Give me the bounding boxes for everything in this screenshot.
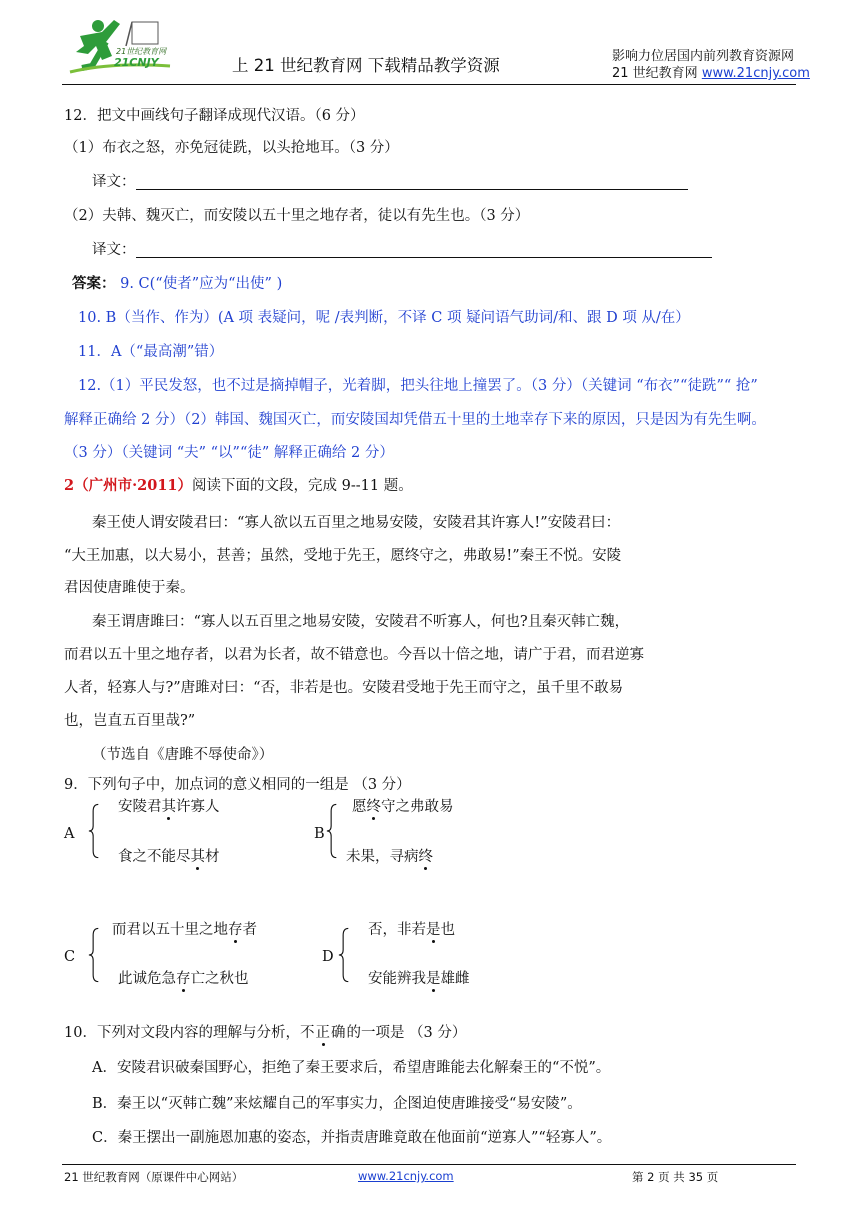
passage-source: （节选自《唐雎不辱使命》）	[92, 747, 274, 763]
q12-sentence-1: （1）布衣之怒，亦免冠徒跣，以头抢地耳。（3 分）	[64, 140, 399, 156]
answer-line	[136, 257, 712, 258]
header-title: 上 21 世纪教育网 下载精品教学资源	[232, 56, 500, 75]
answer-line-9	[72, 274, 282, 294]
passage-p1-line1: 秦王使人谓安陵君曰：“寡人欲以五百里之地易安陵，安陵君其许寡人!”安陵君曰：	[92, 515, 621, 531]
dotted-word: 是	[426, 971, 441, 987]
header-right-line1: 影响力位居国内前列教育资源网	[612, 49, 795, 64]
option-label: B	[314, 826, 325, 842]
site-logo	[62, 16, 174, 80]
q12-translation-2	[92, 240, 712, 260]
answer-12-line1: 12.（1）平民发怒，也不过是摘掉帽子，光着脚，把头往地上撞罢了。（3 分）（关键词 “布衣”“徒跣”“ 抢”	[78, 378, 758, 394]
section-2-heading	[64, 476, 413, 496]
q9-a-sentence-2: 食之不能尽其材	[118, 849, 220, 865]
header-site-name: 21 世纪教育网	[612, 66, 702, 81]
q10-stem: 10．下列对文段内容的理解与分析，不正确的一项是 （3 分）	[64, 1025, 467, 1041]
translation-label: 译文：	[92, 242, 136, 258]
dotted-word: 存	[228, 922, 243, 938]
passage-p1-line2: “大王加惠，以大易小，甚善；虽然，受地于先王，愿终守之，弗敢易!”秦王不悦。安陵	[64, 548, 622, 564]
logo-text-bottom: 21CNJY	[114, 56, 159, 69]
footer-link[interactable]: www.21cnjy.com	[358, 1169, 454, 1183]
section-2-label: 2（广州市·2011）	[64, 477, 192, 494]
header-site-link[interactable]: www.21cnjy.com	[701, 66, 810, 81]
answer-line	[136, 189, 688, 190]
passage-p2-line3: 人者，轻寡人与?”唐雎对曰：“否，非若是也。安陵君受地于先王而守之，虽千里不敢易	[64, 680, 624, 696]
answer-9: 9. C(“使者”应为“出使” )	[120, 276, 283, 292]
dotted-word: 存	[176, 971, 191, 987]
dotted-word: 终	[366, 799, 381, 815]
header-rule	[62, 84, 796, 85]
dotted-word: 其	[190, 849, 205, 865]
answer-11: 11．A（“最高潮”错）	[78, 344, 224, 360]
passage-p2-line1: 秦王谓唐雎曰：“寡人以五百里之地易安陵，安陵君不听寡人，何也?且秦灭韩亡魏，	[92, 614, 630, 630]
answer-10: 10. B（当作、作为）(A 项 表疑问，呢 /表判断，不译 C 项 疑问语气助词/和、跟 D 项 从/在）	[78, 310, 690, 326]
section-2-intro: 阅读下面的文段，完成 9--11 题。	[192, 478, 413, 494]
left-brace-icon	[338, 922, 350, 988]
header-right-line2	[612, 65, 810, 82]
passage-p1-line3: 君因使唐雎使于秦。	[64, 580, 195, 596]
q9-c-sentence-1: 而君以五十里之地存者	[112, 922, 257, 938]
q9-b-sentence-1: 愿终守之弗敢易	[352, 799, 454, 815]
q10-option-b: B．秦王以“灭韩亡魏”来炫耀自己的军事实力，企图迫使唐雎接受“易安陵”。	[92, 1096, 582, 1112]
q10-option-a: A．安陵君识破秦国野心，拒绝了秦王要求后，希望唐雎能去化解秦王的“不悦”。	[92, 1060, 611, 1076]
left-brace-icon	[326, 798, 338, 864]
q9-c-sentence-2: 此诚危急存亡之秋也	[118, 971, 249, 987]
answer-12-line3: （3 分）（关键词 “夫” “以”“徒” 解释正确给 2 分）	[64, 445, 394, 461]
footer-left: 21 世纪教育网（原课件中心网站）	[64, 1170, 244, 1184]
option-label: C	[64, 949, 76, 965]
answer-12-line2: 解释正确给 2 分）（2）韩国、魏国灭亡，而安陵国却凭借五十里的土地幸存下来的原因，只是因为有先生啊。	[64, 412, 766, 428]
footer-page-number: 第 2 页 共 35 页	[632, 1170, 719, 1184]
q9-stem: 9．下列句子中，加点词的意义相同的一组是 （3 分）	[64, 777, 411, 793]
passage-p2-line2: 而君以五十里之地存者，以君为长者，故不错意也。今吾以十倍之地，请广于君，而君逆寡	[64, 647, 644, 663]
answer-label: 答案：	[72, 275, 116, 292]
option-label: A	[64, 826, 75, 842]
q12-translation-1	[92, 172, 688, 192]
q12-stem: 12．把文中画线句子翻译成现代汉语。（6 分）	[64, 108, 365, 124]
passage-p2-line4: 也，岂直五百里哉?”	[64, 713, 196, 729]
q9-b-sentence-2: 未果，寻病终	[346, 849, 433, 865]
option-label: D	[322, 949, 334, 965]
q10-option-c: C．秦王摆出一副施恩加惠的姿态，并指责唐雎竟敢在他面前“逆寡人”“轻寡人”。	[92, 1130, 612, 1146]
q9-d-sentence-1: 否，非若是也	[368, 922, 455, 938]
left-brace-icon	[88, 922, 100, 988]
footer-rule	[62, 1164, 796, 1165]
dotted-word: 终	[418, 849, 433, 865]
translation-label: 译文：	[92, 174, 136, 190]
q9-d-sentence-2: 安能辨我是雄雌	[368, 971, 470, 987]
dotted-word: 其	[161, 799, 176, 815]
left-brace-icon	[88, 798, 100, 864]
q9-a-sentence-1: 安陵君其许寡人	[118, 799, 220, 815]
q12-sentence-2: （2）夫韩、魏灭亡，而安陵以五十里之地存者，徒以有先生也。（3 分）	[64, 208, 530, 224]
dotted-word: 不正确	[299, 1025, 347, 1041]
dotted-word: 是	[426, 922, 441, 938]
logo-text-top: 21世纪教育网	[116, 47, 167, 56]
